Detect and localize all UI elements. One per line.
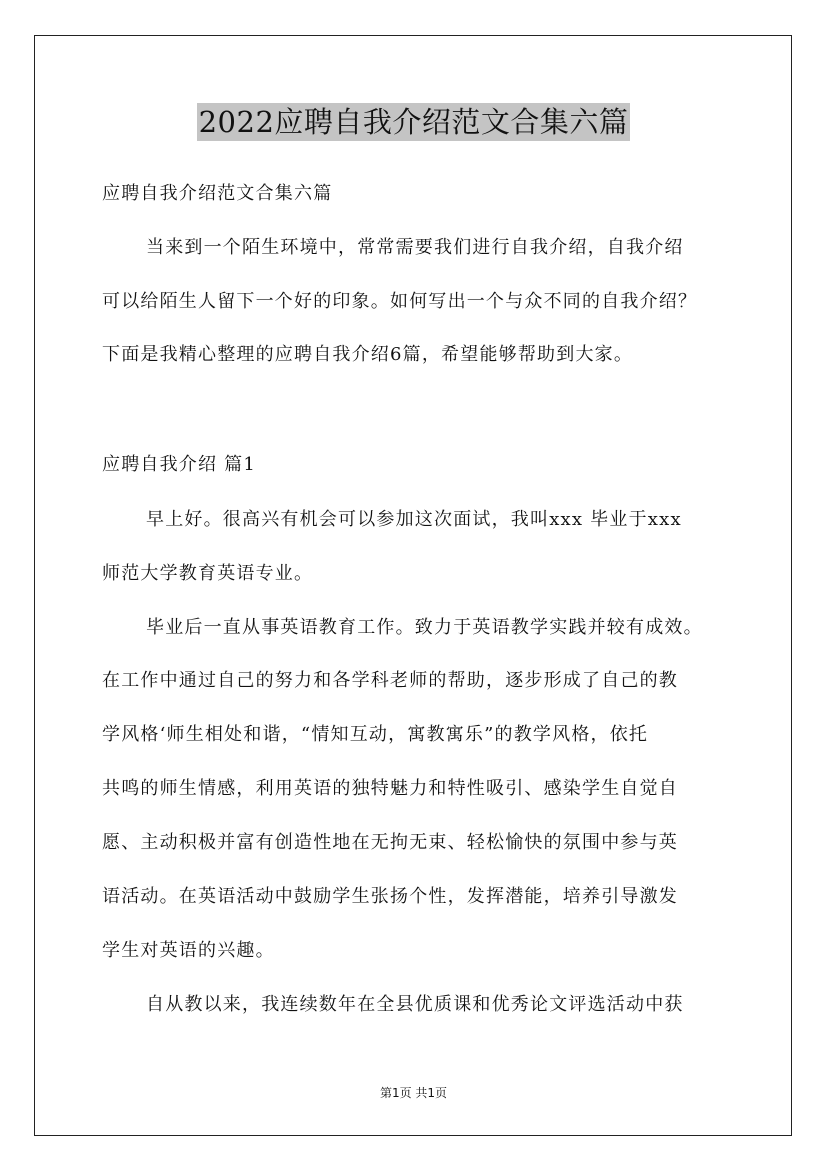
paragraph-line: 早上好。很高兴有机会可以参加这次面试，我叫xxx 毕业于xxx: [146, 509, 682, 530]
paragraph-line: 当来到一个陌生环境中，常常需要我们进行自我介绍，自我介绍: [146, 237, 684, 258]
paragraph-line: 下面是我精心整理的应聘自我介绍6篇，希望能够帮助到大家。: [102, 344, 634, 365]
subtitle: 应聘自我介绍范文合集六篇: [102, 183, 333, 204]
section-heading: 应聘自我介绍 篇1: [102, 454, 256, 475]
title-wrap: [0, 103, 827, 141]
paragraph-line: 在工作中通过自己的努力和各学科老师的帮助，逐步形成了自己的教: [102, 670, 678, 691]
paragraph-line: 语活动。在英语活动中鼓励学生张扬个性，发挥潜能，培养引导激发: [102, 886, 678, 907]
paragraph-line: 自从教以来，我连续数年在全县优质课和优秀论文评选活动中获: [146, 994, 684, 1015]
paragraph-line: 可以给陌生人留下一个好的印象。如何写出一个与众不同的自我介绍？: [102, 291, 698, 312]
paragraph-line: 学风格‘师生相处和谐，“情知互动，寓教寓乐”的教学风格，依托: [102, 724, 649, 745]
paragraph-line: 共鸣的师生情感，利用英语的独特魅力和特性吸引、感染学生自觉自: [102, 778, 678, 799]
paragraph-line: 师范大学教育英语专业。: [102, 563, 314, 584]
page-footer: 第1页 共1页: [379, 1086, 448, 1100]
paragraph-line: 愿、主动积极并富有创造性地在无拘无束、轻松愉快的氛围中参与英: [102, 832, 678, 853]
paragraph-line: 学生对英语的兴趣。: [102, 940, 275, 961]
paragraph-line: 毕业后一直从事英语教育工作。致力于英语教学实践并较有成效。: [146, 617, 703, 638]
document-title: 2022应聘自我介绍范文合集六篇: [198, 105, 629, 139]
